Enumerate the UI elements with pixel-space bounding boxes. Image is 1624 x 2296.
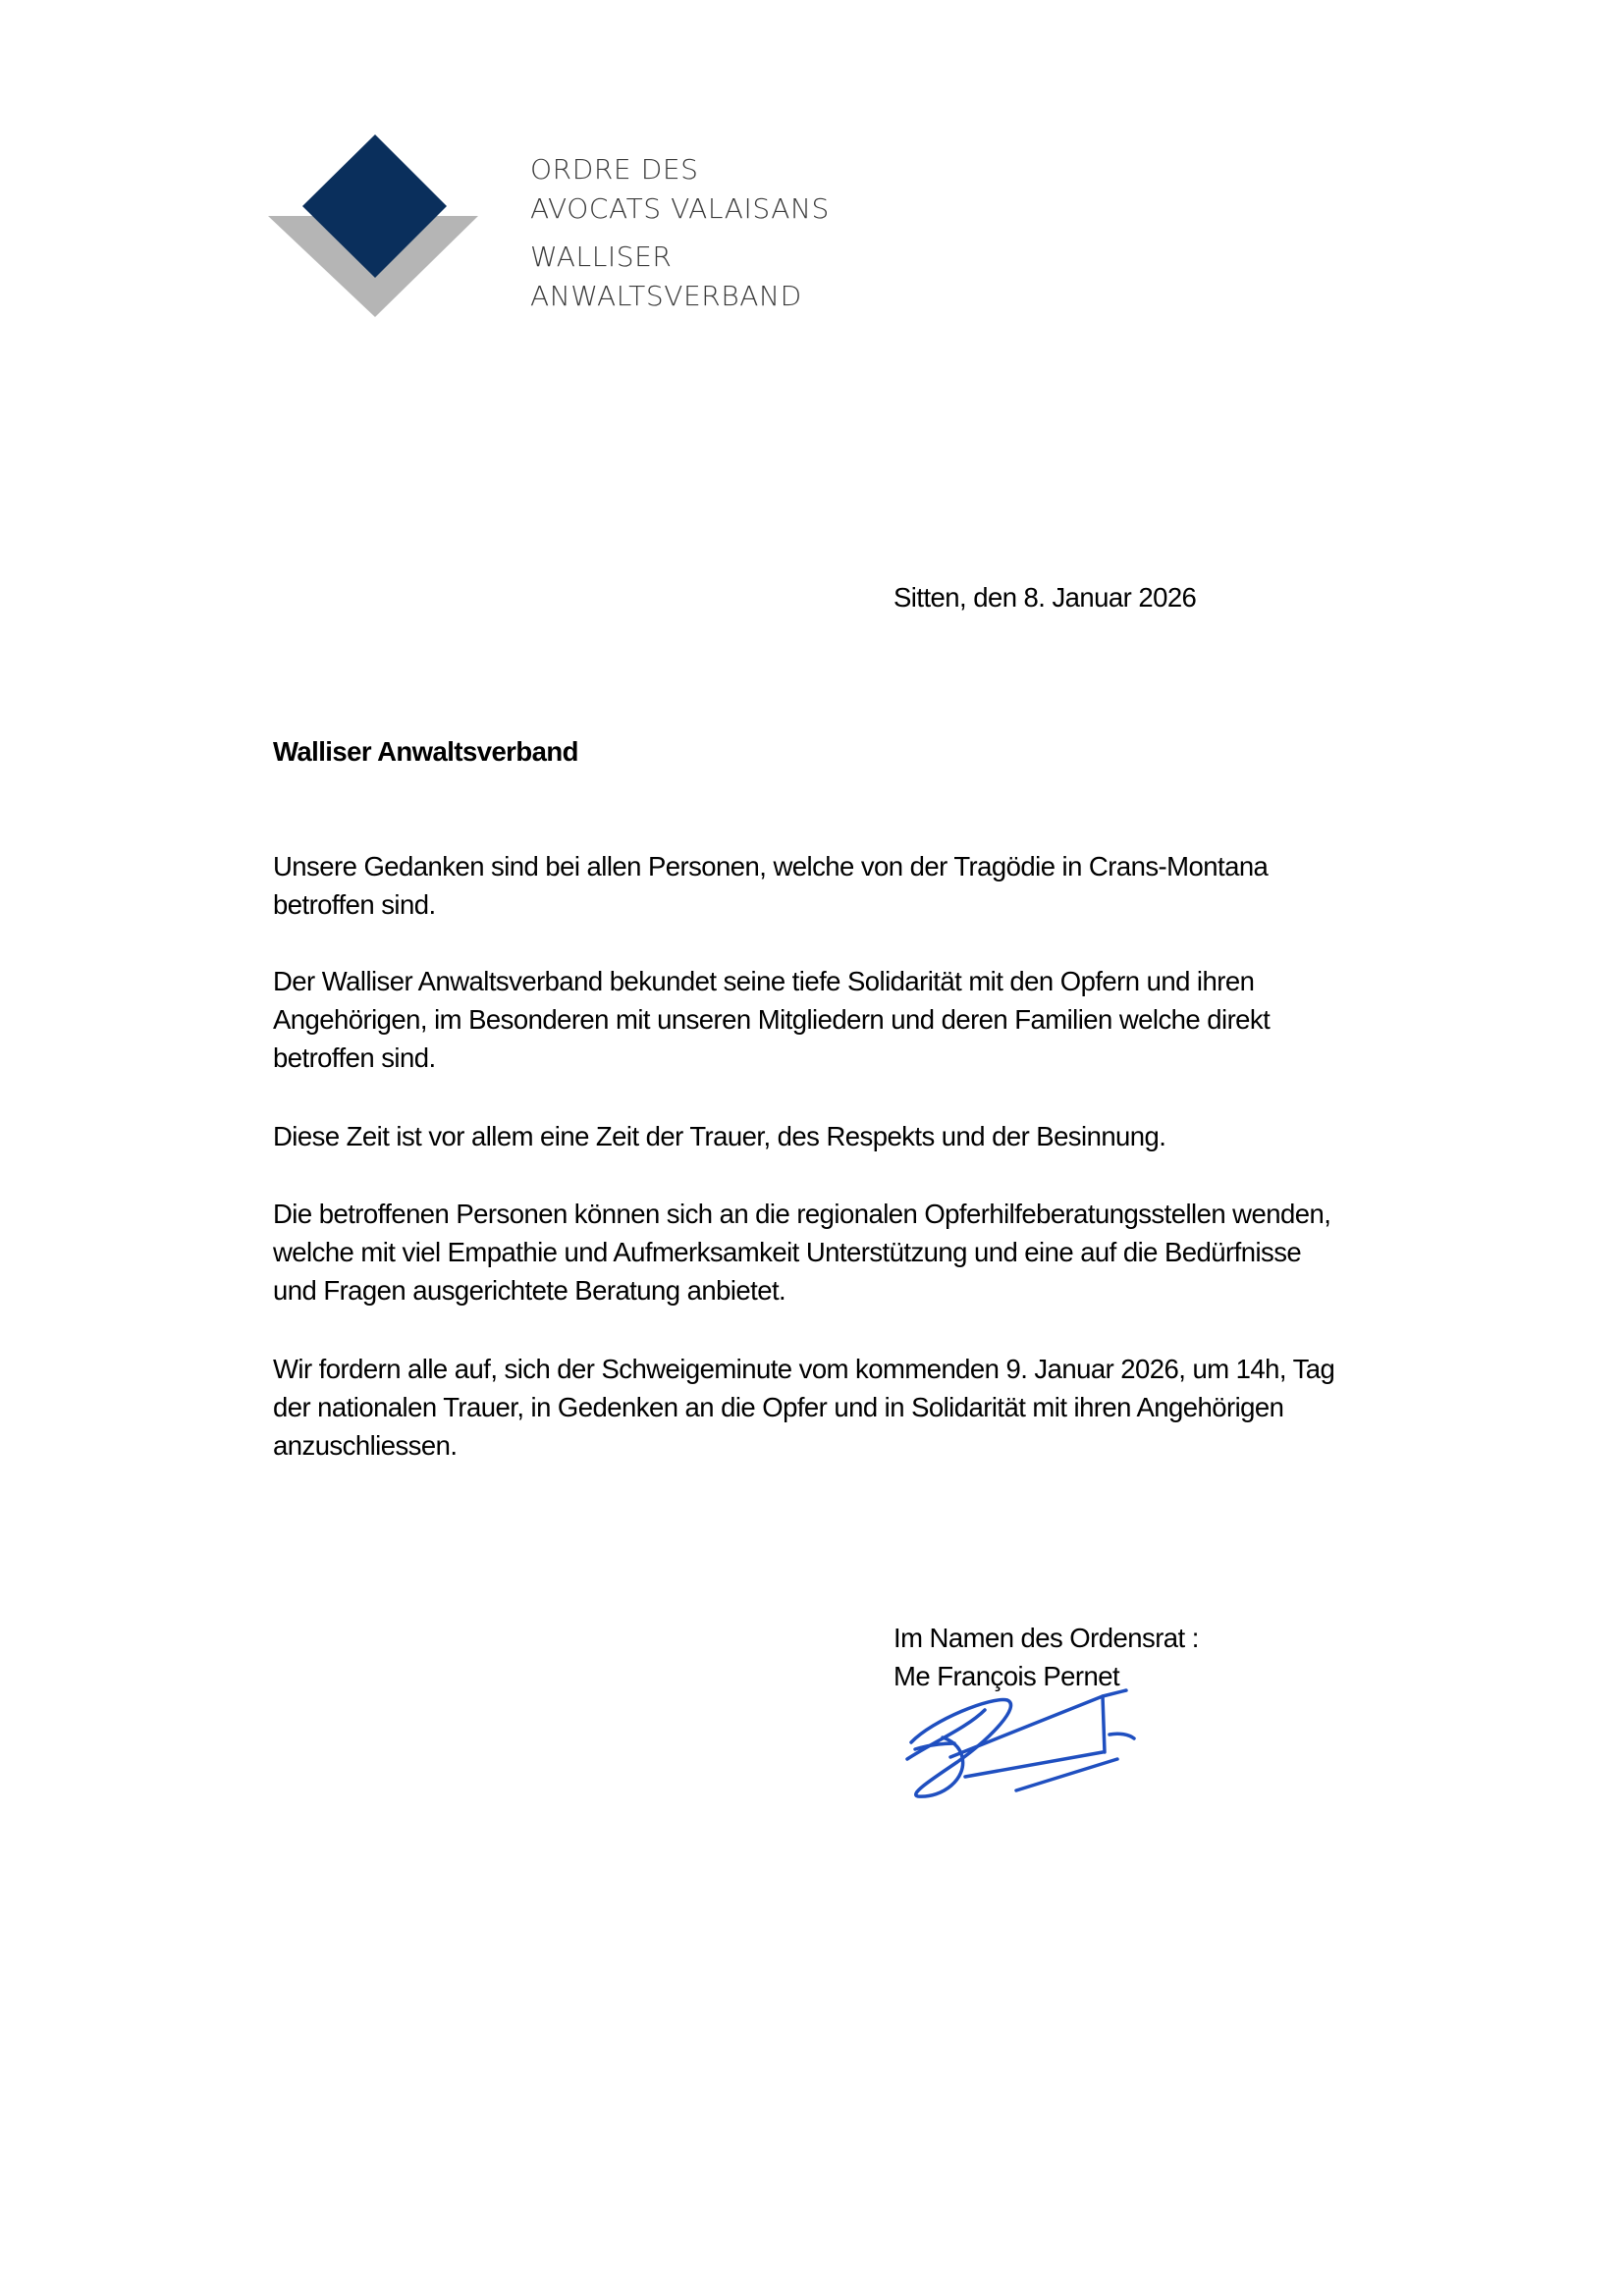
paragraph-line: welche mit viel Empathie und Aufmerksamkeit Unterstützung und eine auf die Bedürfnisse <box>273 1237 1302 1267</box>
paragraph-line: Unsere Gedanken sind bei allen Personen, welche von der Tragödie in Crans-Montana <box>273 851 1269 881</box>
paragraph-line: und Fragen ausgerichtete Beratung anbietet. <box>273 1275 786 1306</box>
heading-text: Walliser Anwaltsverband <box>273 736 578 767</box>
paragraph-line: der nationalen Trauer, in Gedenken an die Opfer und in Solidarität mit ihren Angehörigen <box>273 1392 1284 1422</box>
letterhead-line: ANWALTSVERBAND <box>530 280 802 312</box>
paragraph-line: Angehörigen, im Besonderen mit unseren Mitgliedern und deren Familien welche direkt <box>273 1004 1271 1035</box>
paragraph-line: Der Walliser Anwaltsverband bekundet seine tiefe Solidarität mit den Opfern und ihren <box>273 966 1255 996</box>
paragraph-line: betroffen sind. <box>273 889 436 920</box>
letterhead-line: WALLISER <box>530 240 673 273</box>
paragraph-line: anzuschliessen. <box>273 1430 458 1461</box>
letterhead-line: AVOCATS VALAISANS <box>530 192 830 225</box>
closing-line: Im Namen des Ordensrat : <box>893 1623 1199 1653</box>
date-text: Sitten, den 8. Januar 2026 <box>893 582 1197 613</box>
paragraph-line: Die betroffenen Personen können sich an die regionalen Opferhilfeberatungsstellen wenden, <box>273 1199 1331 1229</box>
signatory-name: Me François Pernet <box>893 1661 1120 1691</box>
paragraph-line: betroffen sind. <box>273 1042 436 1073</box>
paragraph-line: Diese Zeit ist vor allem eine Zeit der Trauer, des Respekts und der Besinnung. <box>273 1121 1166 1151</box>
letterhead-line: ORDRE DES <box>530 153 699 186</box>
paragraph-line: Wir fordern alle auf, sich der Schweigeminute vom kommenden 9. Januar 2026, um 14h, Tag <box>273 1354 1335 1384</box>
